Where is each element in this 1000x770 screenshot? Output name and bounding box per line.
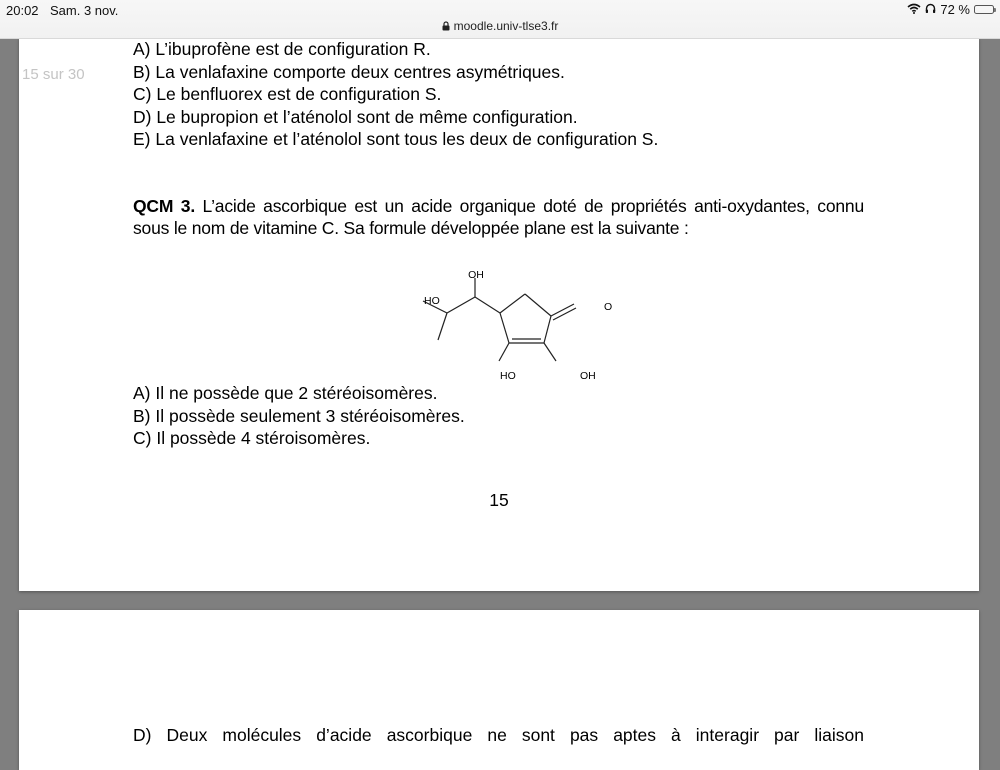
option-b: B) Il possède seulement 3 stéréoisomères. [133,405,465,426]
previous-question-options [133,38,658,151]
option-a: A) Il ne possède que 2 stéréoisomères. [133,383,438,403]
qcm3-text: L’acide ascorbique est un acide organique doté de propriétés anti-oxydantes, connu sous le nom de vitamine C. Sa formule développée plane est la suivante : [133,196,864,238]
status-icons [907,2,994,17]
ho-left-label: HO [424,295,440,307]
option-a: A) L’ibuprofène est de configuration R. [133,39,431,59]
ho-bottom-left-label: HO [500,370,516,382]
page-number: 15 [489,490,509,510]
qcm3-statement [133,195,864,239]
option-e: E) La venlafaxine et l’aténolol sont tous les deux de configuration S. [133,129,659,149]
battery-percent: 72 % [940,2,970,17]
ascorbic-acid-structure [399,258,639,393]
option-b: B) La venlafaxine comporte deux centres asymétriques. [133,61,565,82]
oh-top-label: OH [468,269,484,281]
qcm3-label: QCM 3. [133,196,195,216]
lock-icon [442,20,450,34]
option-d: D) Le bupropion et l’aténolol sont de même configuration. [133,106,578,127]
document-page-15 [19,38,979,591]
clock: 20:02 [6,3,39,18]
battery-icon [974,5,994,14]
headphones-icon [925,2,936,17]
wifi-icon [907,2,921,17]
document-page-16 [19,610,979,770]
status-bar [0,0,1000,39]
qcm3-options [133,382,465,450]
oh-bottom-right-label: OH [580,370,596,382]
option-c: C) Le benfluorex est de configuration S. [133,84,442,104]
address-bar[interactable] [0,19,1000,34]
url-text: moodle.univ-tlse3.fr [453,19,559,33]
date: Sam. 3 nov. [50,3,119,18]
page-indicator: 15 sur 30 [22,66,85,83]
o-ketone-label: O [604,301,613,313]
option-c: C) Il possède 4 stéroisomères. [133,428,371,448]
option-d: D) Deux molécules d’acide ascorbique ne sont pas aptes à interagir par liaison [133,725,864,745]
